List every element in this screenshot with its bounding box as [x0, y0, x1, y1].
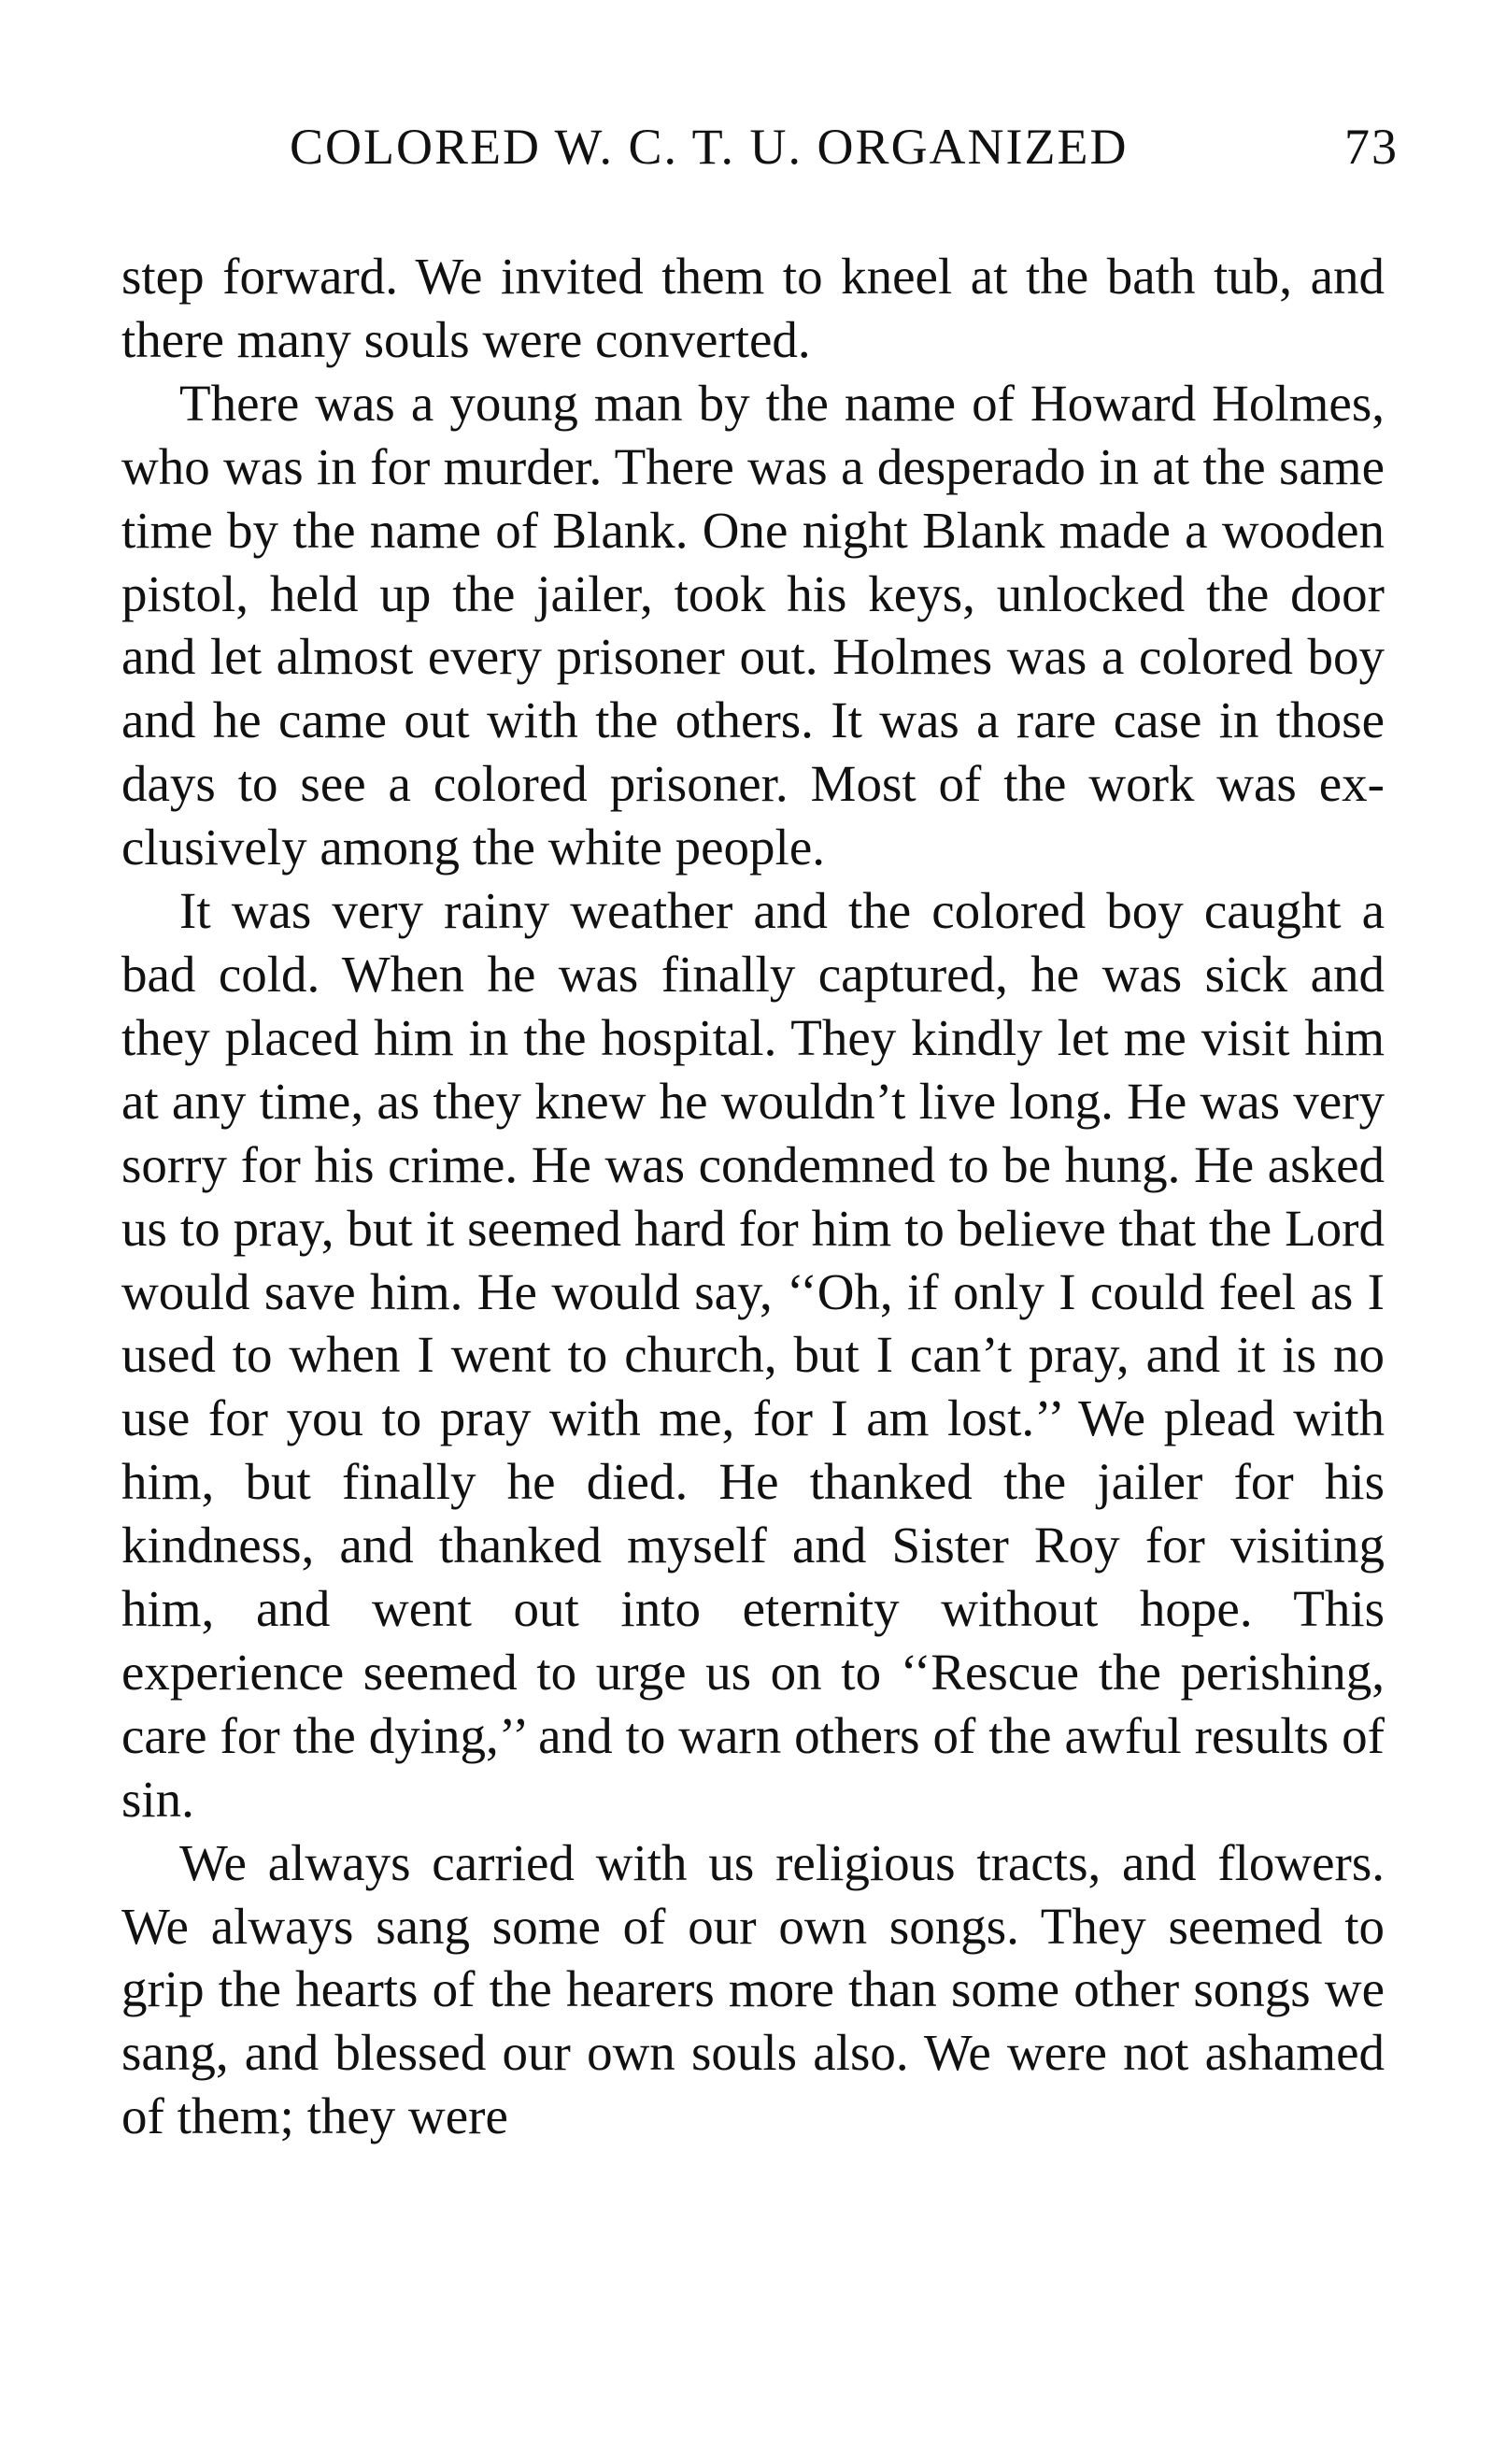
page-number: 73	[1344, 119, 1399, 175]
paragraph: It was very rainy weather and the colored boy caught a bad cold. When he was finally captured, he was sick and they placed him in the hospital. They kindly let me visit him at any time, as they knew he wouldn’t live long. He was very sorry for his crime. He was condemned to be hung. He asked us to pray, but it seemed hard for him to believe that the Lord would save him. He would say, ‘‘Oh, if only I could feel as I used to when I went to church, but I can’t pray, and it is no use for you to pray with me, for I am lost.’’ We plead with him, but finally he died. He thanked the jailer for his kindness, and thanked myself and Sister Roy for visiting him, and went out into eternity without hope. This experience seemed to urge us on to ‘‘Rescue the perishing, care for the dying,’’ and to warn others of the awful results of sin.	[121, 882, 1385, 1828]
paragraph-continuation: step forward. We invited them to kneel at the bath tub, and there many souls were converted.	[121, 248, 1385, 368]
running-title: COLORED W. C. T. U. ORGANIZED	[290, 119, 1129, 175]
paragraph: There was a young man by the name of Howard Holmes, who was in for murder. There was a desperado in at the same time by the name of Blank. One night Blank made a wooden pistol, held up the jailer, took his keys, unlocked the door and let almost every prisoner out. Holmes was a colored boy and he came out with the others. It was a rare case in those days to see a colored prisoner. Most of the work was exclusively among the white people.	[121, 374, 1385, 876]
paragraph: We always carried with us religious tracts, and flowers. We always sang some of our own songs. They seemed to grip the hearts of the hearers more than some other songs we sang, and blessed our own souls also. We were not ashamed of them; they were	[121, 1833, 1385, 2145]
body-text	[121, 245, 1385, 2148]
running-head	[121, 114, 1399, 179]
